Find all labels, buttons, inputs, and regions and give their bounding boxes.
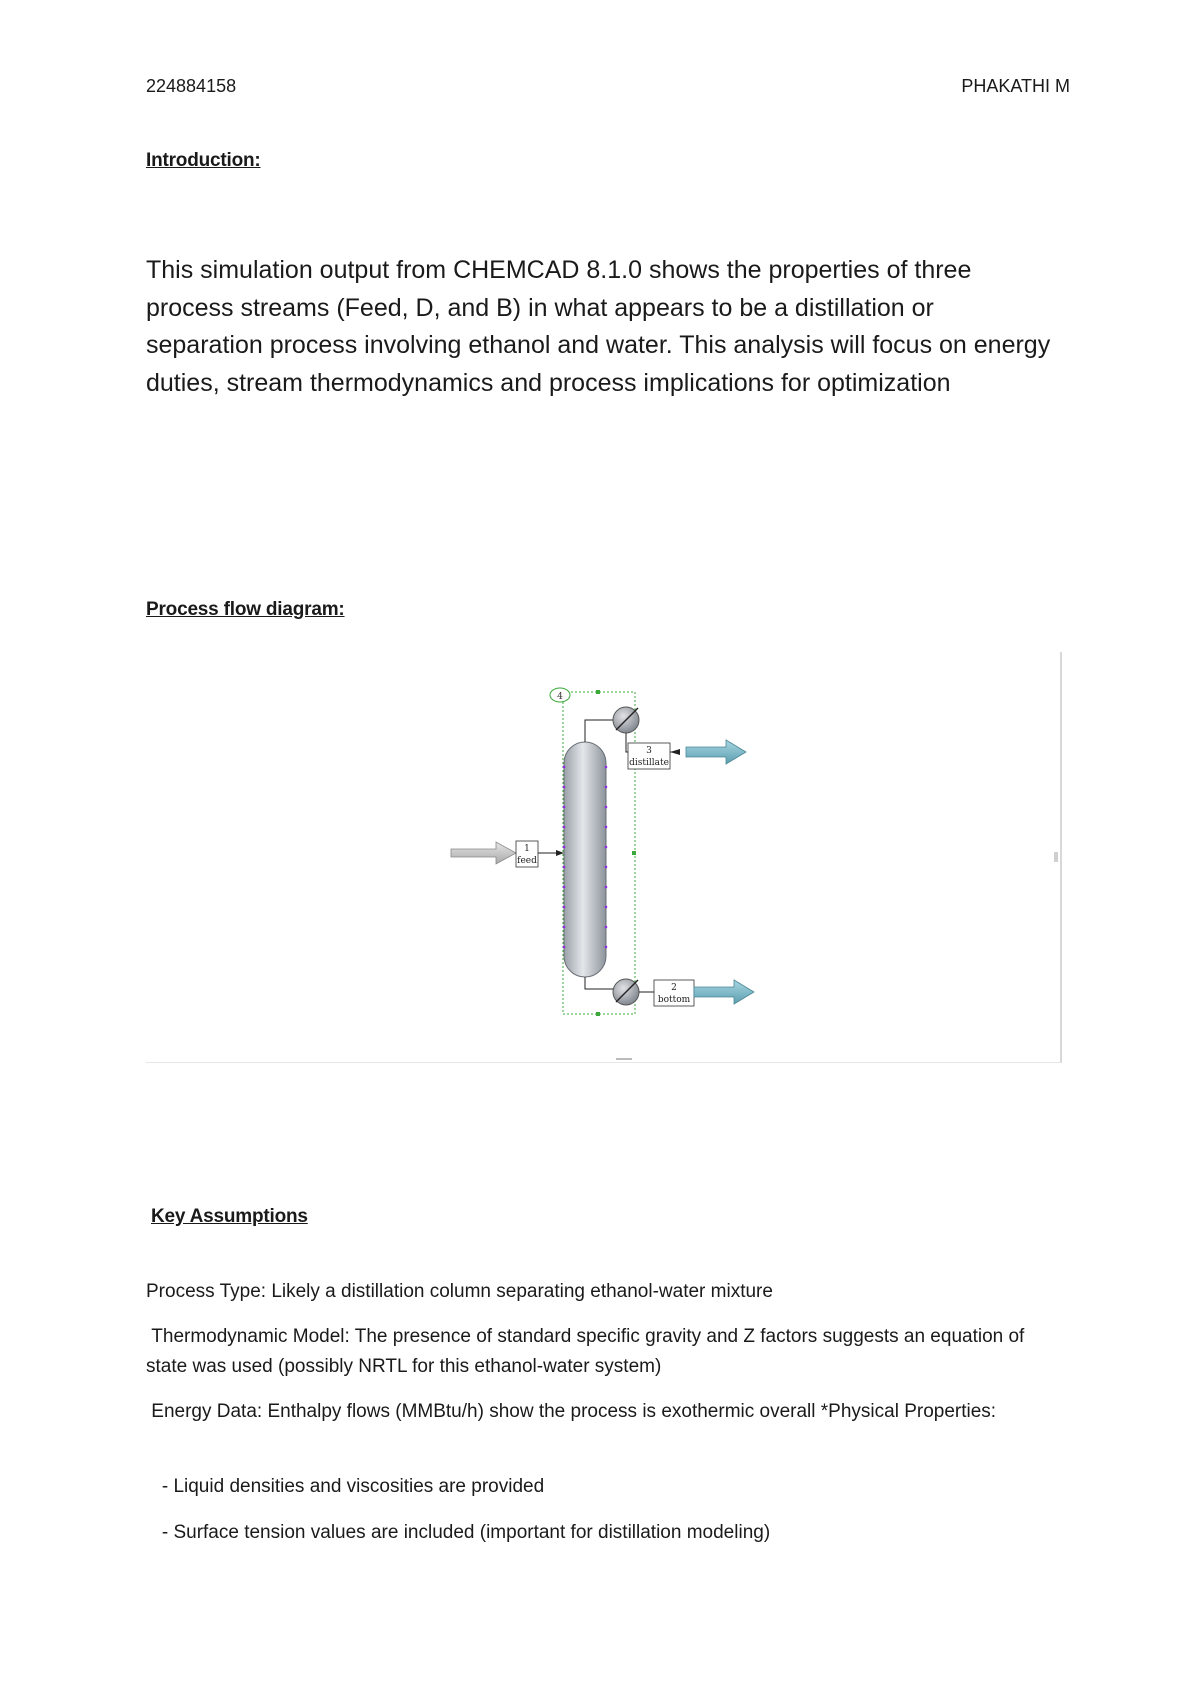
assumption-text: Energy Data: Enthalpy flows (MMBtu/h) show the process is exothermic overall *Physical Properties: xyxy=(146,1401,997,1422)
scrollbar-thumb[interactable] xyxy=(1054,852,1058,862)
bottoms-stream-number: 2 xyxy=(671,983,677,993)
overhead-vapor-line xyxy=(585,720,614,742)
introduction-heading: Introduction: xyxy=(146,150,261,171)
condenser xyxy=(613,707,639,733)
introduction-paragraph: This simulation output from CHEMCAD 8.1.0 shows the properties of three process streams (Feed, D, and B) in what appears to be a distillation or separation process involving ethanol and water. This analysis will focus on energy duties, stream thermodynamics and process implications for optimization xyxy=(146,256,1051,397)
feed-stream-name: feed xyxy=(517,856,537,866)
assumption-process-type xyxy=(146,1277,1026,1307)
assumption-thermo-model xyxy=(146,1322,1030,1382)
unit-number-badge xyxy=(550,688,570,702)
author-name: PHAKATHI M xyxy=(961,76,1070,96)
process-flow-svg xyxy=(146,652,1060,1062)
distillate-stream-number: 3 xyxy=(646,746,652,756)
assumption-text: Thermodynamic Model: The presence of standard specific gravity and Z factors suggests an equation of state was used (possibly NRTL for this ethanol-water system) xyxy=(146,1326,1030,1377)
selection-handle xyxy=(632,851,636,855)
bottoms-stream-name: bottom xyxy=(657,995,691,1005)
selection-handle xyxy=(596,1012,600,1016)
assumption-surface-tension xyxy=(146,1518,1026,1548)
feed-stream-number: 1 xyxy=(524,844,530,854)
distillate-stream-name: distillate xyxy=(629,758,669,768)
distillate-product-arrow xyxy=(686,740,746,764)
distillate-arrowhead-icon xyxy=(670,749,680,755)
process-flow-heading: Process flow diagram: xyxy=(146,599,345,620)
feed-arrow xyxy=(451,842,516,864)
assumption-energy-data xyxy=(146,1397,1026,1427)
student-number: 224884158 xyxy=(146,76,237,96)
bottoms-product-arrow xyxy=(694,980,754,1004)
assumption-text: Process Type: Likely a distillation column separating ethanol-water mixture xyxy=(146,1281,773,1302)
assumption-liquid-densities xyxy=(146,1472,1026,1502)
assumption-text: - Liquid densities and viscosities are provided xyxy=(146,1476,545,1497)
key-assumptions-heading: Key Assumptions xyxy=(151,1206,308,1227)
distillation-column xyxy=(564,742,606,977)
unit-number-label: 4 xyxy=(557,692,563,702)
reboiler xyxy=(613,979,639,1005)
process-flow-diagram xyxy=(146,652,1062,1063)
assumption-text: - Surface tension values are included (important for distillation modeling) xyxy=(146,1522,771,1543)
bottoms-liquid-line xyxy=(585,977,614,989)
selection-handle xyxy=(596,690,600,694)
horizontal-scroll-indicator[interactable] xyxy=(616,1058,632,1060)
